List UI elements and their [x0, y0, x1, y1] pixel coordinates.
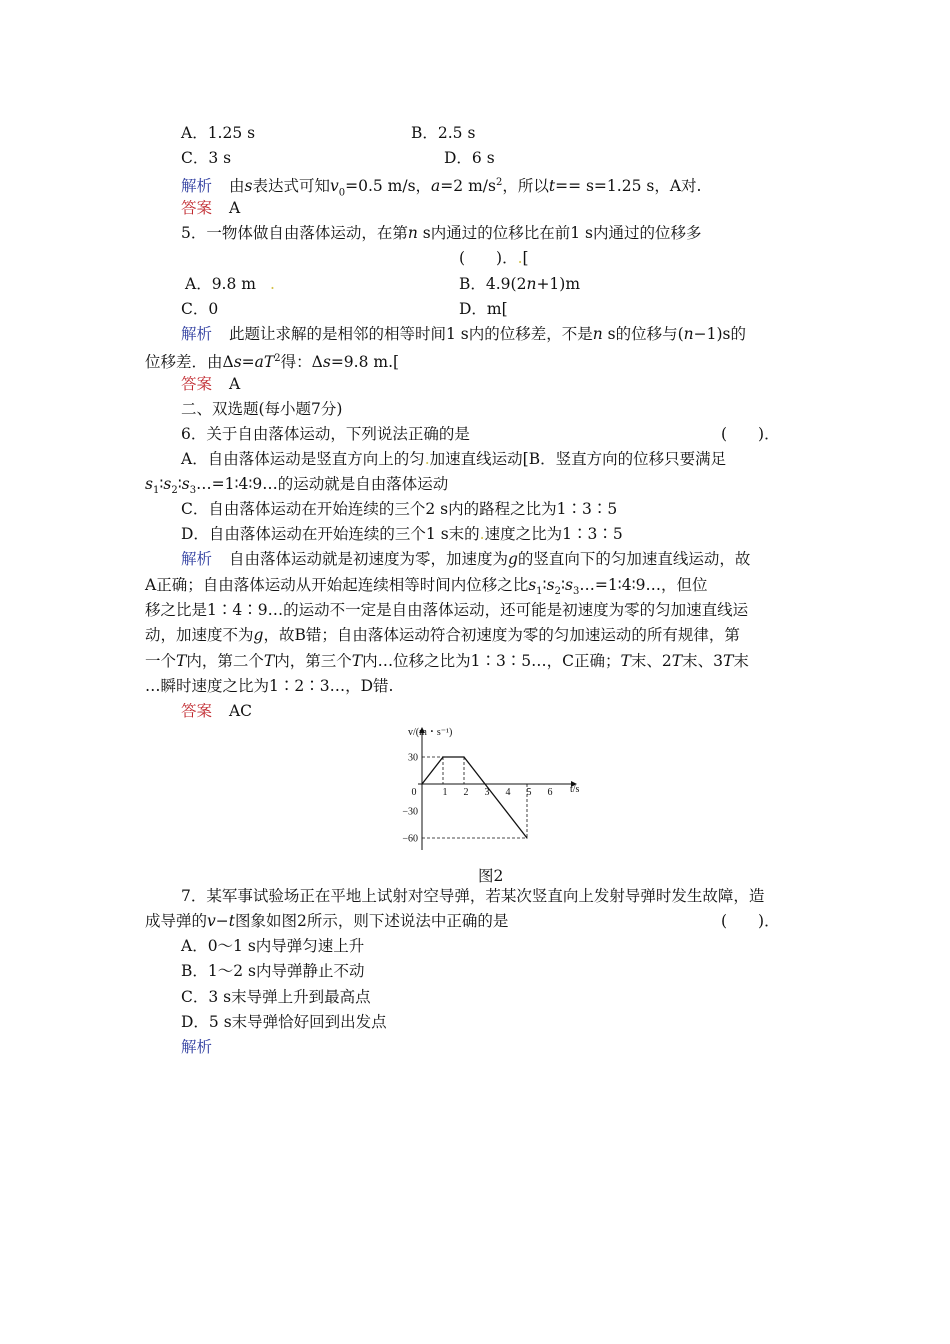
q7-paren: ( )． [721, 912, 780, 930]
vt-graph [396, 724, 586, 858]
option-text: +1)m [536, 275, 581, 293]
q7-option-d: D．5 s末导弹恰好回到出发点 [181, 1013, 387, 1031]
q7-option-b: B．1～2 s内导弹静止不动 [181, 962, 365, 980]
q6-option-d: D．自由落体运动在开始连续的三个1 s末的.速度之比为1∶3∶5 [181, 525, 623, 543]
analysis-text: 末、3 [682, 652, 723, 670]
analysis-text: ∶ [542, 576, 547, 594]
q5-option-c: C．0 [181, 300, 219, 318]
x-tick-label: 3 [484, 787, 490, 798]
q7-option-a: A．0～1 s内导弹匀速上升 [181, 937, 365, 955]
y-tick-label: −30 [402, 806, 418, 818]
q7-stem-line-1: 7．某军事试验场正在平地上试射对空导弹，若某次竖直向上发射导弹时发生故障，造 [181, 887, 765, 905]
answer-label: 答案 [181, 702, 213, 720]
analysis-text: 末 [733, 652, 749, 670]
answer-paren: ( )． [459, 249, 518, 267]
option-text: 速度之比为1∶3∶5 [484, 525, 623, 543]
q6-analysis-line-1: 解析 自由落体运动就是初速度为零，加速度为g的竖直向下的匀加速直线运动，故 [181, 550, 751, 568]
option-text: ∶ [177, 475, 182, 493]
analysis-text: 由 [228, 177, 245, 196]
q7-analysis-label [181, 1036, 212, 1058]
data-point [463, 756, 464, 757]
q6-analysis-line-4: 动，加速度不为g，故B错；自由落体运动符合初速度为零的匀加速运动的所有规律，第 [145, 626, 740, 644]
y-axis-label: v/(m・s⁻¹) [408, 727, 453, 738]
analysis-text: 表达式可知 [252, 177, 330, 196]
bracket-text: [ [522, 249, 529, 267]
x-tick-label: 2 [463, 787, 469, 798]
analysis-text: =2 m/s [440, 177, 496, 196]
q5-analysis-line-2: 位移差．由$\Delta s=aT^2$得：Δs=9.8 m.[ [145, 353, 400, 372]
data-point [526, 837, 527, 838]
x-axis-label: t/s [570, 784, 580, 795]
analysis-text: 末、2 [630, 652, 672, 670]
analysis-text: −1)s的 [693, 325, 746, 343]
q6-option-c: C．自由落体运动在开始连续的三个2 s内的路程之比为1∶3∶5 [181, 500, 618, 518]
data-point [421, 783, 422, 784]
analysis-text: == s=1.25 s，A对. [555, 177, 702, 196]
analysis-text: = [241, 353, 255, 372]
section-heading: 二、双选题(每小题7分) [181, 400, 343, 418]
q6-analysis-line-2: A正确；自由落体运动从开始起连续相等时间内位移之比$s_1∶s_2∶s_3\dots=1∶4∶9\dots$，但位 [145, 576, 708, 598]
option-text: 加速直线运动[B．竖直方向的位移只要满足 [429, 450, 727, 468]
analysis-text: ，所以 [502, 177, 549, 196]
tick-labels [402, 753, 552, 845]
q4-option-c: C．3 s [181, 149, 232, 167]
q6-analysis-line-6: …瞬时速度之比为1∶2∶3…，D错. [145, 677, 394, 695]
analysis-label: 解析 [181, 550, 213, 568]
figure-caption: 图2 [478, 867, 504, 885]
q4-option-d: D．6 s [444, 149, 495, 167]
answer-value: A [228, 199, 241, 217]
option-text: A．9.8 m [185, 275, 256, 293]
option-text: B．4.9(2 [459, 275, 527, 293]
option-text: ∶ [159, 475, 164, 493]
stem-text: − [215, 912, 229, 930]
analysis-label: 解析 [181, 1038, 213, 1056]
q6-paren: ( )． [721, 425, 780, 443]
answer-value: AC [228, 702, 253, 720]
stem-text: 成导弹的 [145, 912, 208, 930]
q4-answer [181, 197, 240, 219]
analysis-text: 位移差．由Δ [145, 353, 234, 372]
y-tick-label: −60 [402, 833, 418, 845]
option-text: D．自由落体运动在开始连续的三个1 s末的 [181, 525, 480, 543]
q6-stem: 6．关于自由落体运动，下列说法正确的是 [181, 425, 470, 443]
analysis-text: 得：Δ [280, 353, 323, 372]
answer-label: 答案 [181, 199, 213, 217]
analysis-text: …=1∶4∶9…，但位 [579, 576, 708, 594]
q5-stem: 5．一物体做自由落体运动，在第n s内通过的位移比在前1 s内通过的位移多 [181, 224, 702, 242]
analysis-text: 内，第三个 [274, 652, 352, 670]
y-tick-label: 30 [408, 752, 418, 764]
q6-option-a-cont: $s_1∶s_2∶s_3\dots=1∶4∶9\dots$的运动就是自由落体运动 [145, 475, 449, 497]
answer-value: A [228, 375, 241, 393]
analysis-text: 内，第二个 [186, 652, 264, 670]
x-tick-label: 6 [547, 787, 553, 798]
q4-analysis: 解析 由s表达式可知$v_0=0.5$ m/s，a=2 $m/s^2$，所以t== s=1.25 s，A对. [181, 177, 702, 199]
x-tick-label: 1 [442, 787, 448, 798]
q7-stem-line-2: 成导弹的v−t图象如图2所示，则下述说法中正确的是 [145, 912, 509, 930]
analysis-text: 内…位移之比为1∶3∶5…，C正确； [362, 652, 621, 670]
analysis-label: 解析 [181, 325, 213, 343]
stem-text: s内通过的位移比在前1 s内通过的位移多 [422, 224, 702, 242]
q5-paren: ( )．.[ [459, 249, 529, 267]
data-point [484, 783, 485, 784]
q6-answer [181, 700, 252, 722]
q7-option-c: C．3 s末导弹上升到最高点 [181, 988, 371, 1006]
analysis-text: 动，加速度不为 [145, 626, 254, 644]
q5-option-a: A．9.8 m . [185, 275, 275, 293]
analysis-text: A正确；自由落体运动从开始起连续相等时间内位移之比 [145, 576, 529, 594]
analysis-text: 此题让求解的是相邻的相等时间1 s内的位移差，不是 [228, 325, 593, 343]
q6-analysis-line-3: 移之比是1∶4∶9…的运动不一定是自由落体运动，还可能是初速度为零的匀加速直线运 [145, 601, 749, 619]
analysis-text: ，故B错；自由落体运动符合初速度为零的匀加速运动的所有规律，第 [263, 626, 740, 644]
guide-lines [422, 757, 527, 838]
analysis-text: 的竖直向下的匀加速直线运动，故 [517, 550, 751, 568]
analysis-text: =0.5 m/s， [345, 177, 432, 196]
x-tick-label: 4 [505, 787, 511, 798]
q5-option-b: B．4.9(2n+1)m [459, 275, 581, 293]
answer-label: 答案 [181, 375, 213, 393]
x-tick-label: 5 [526, 787, 532, 798]
y-tick-label: 0 [411, 787, 417, 798]
analysis-text: =9.8 m.[ [330, 353, 400, 372]
q5-analysis-line-1: 解析 此题让求解的是相邻的相等时间1 s内的位移差，不是n s的位移与(n−1)s的 [181, 325, 746, 343]
analysis-text: ∶ [560, 576, 565, 594]
stem-text: 5．一物体做自由落体运动，在第 [181, 224, 408, 242]
stem-text: 图象如图2所示，则下述说法中正确的是 [235, 912, 509, 930]
analysis-text: 自由落体运动就是初速度为零，加速度为 [228, 550, 508, 568]
q5-answer [181, 373, 240, 395]
option-text: …=1∶4∶9…的运动就是自由落体运动 [196, 475, 449, 493]
analysis-text: s的位移与( [607, 325, 684, 343]
q5-option-d: D．m[ [459, 300, 508, 318]
analysis-text: 一个 [145, 652, 177, 670]
q4-option-a: A．1.25 s [181, 124, 256, 142]
analysis-label: 解析 [181, 177, 213, 196]
velocity-line [422, 757, 527, 838]
data-point [442, 756, 443, 757]
q6-analysis-line-5: 一个T内，第二个T内，第三个T内…位移之比为1∶3∶5…，C正确；T末、2T末、3T末 [145, 652, 749, 670]
q6-option-a: A．自由落体运动是竖直方向上的匀.加速直线运动[B．竖直方向的位移只要满足 [181, 450, 727, 468]
q4-option-b: B．2.5 s [411, 124, 476, 142]
velocity-series [421, 756, 527, 838]
option-text: A．自由落体运动是竖直方向上的匀 [181, 450, 425, 468]
